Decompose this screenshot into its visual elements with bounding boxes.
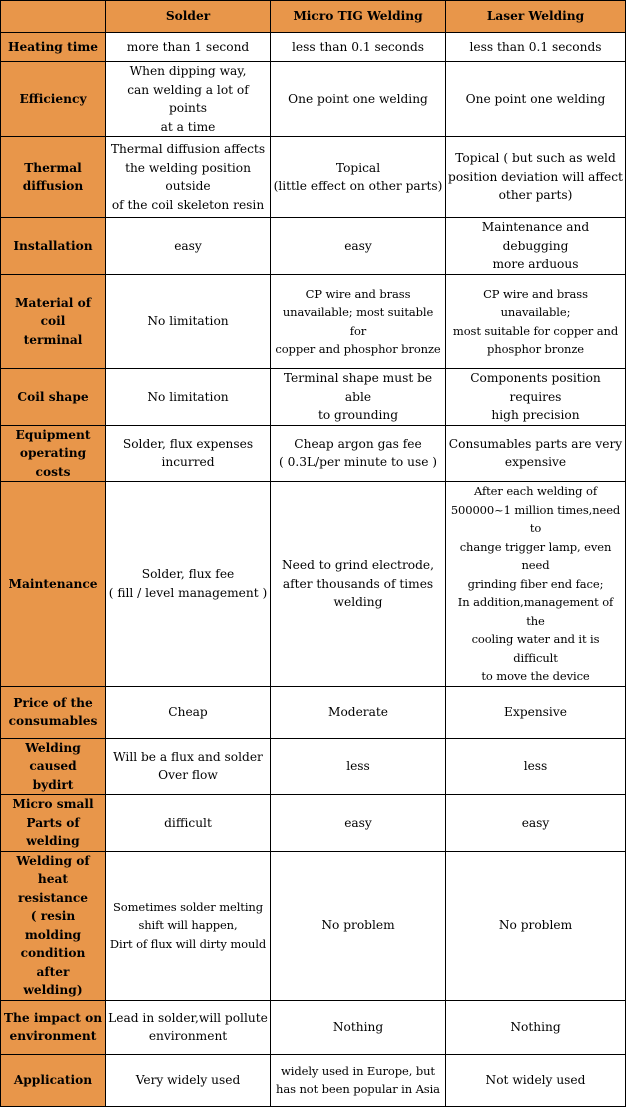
cell-laser: less [446,738,626,795]
cell-solder: Solder, flux fee ( fill / level management ) [106,482,271,687]
row-label: Welding of heat resistance ( resin molding condition after welding) [1,851,106,1000]
row-label: Efficiency [1,62,106,137]
cell-micro-tig: No problem [271,851,446,1000]
cell-micro-tig: Terminal shape must be able to grounding [271,369,446,426]
cell-micro-tig: CP wire and brass unavailable; most suitable for copper and phosphor bronze [271,275,446,369]
cell-solder: Cheap [106,686,271,738]
cell-laser: No problem [446,851,626,1000]
table-row [1,275,626,369]
table-row [1,482,626,687]
cell-micro-tig: One point one welding [271,62,446,137]
cell-laser: Consumables parts are very expensive [446,425,626,482]
cell-solder: easy [106,218,271,275]
table-row [1,62,626,137]
cell-laser: Not widely used [446,1054,626,1106]
cell-laser: After each welding of 500000~1 million times,need to change trigger lamp, even need grinding fiber end face; In addition,management of the cooling water and it is difficult to move the device [446,482,626,687]
cell-laser: CP wire and brass unavailable; most suitable for copper and phosphor bronze [446,275,626,369]
cell-solder: Will be a flux and solder Over flow [106,738,271,795]
cell-solder: Thermal diffusion affects the welding position outside of the coil skeleton resin [106,137,271,218]
cell-solder: No limitation [106,275,271,369]
table-row [1,218,626,275]
cell-micro-tig: easy [271,218,446,275]
cell-laser: Topical ( but such as weld position deviation will affect other parts) [446,137,626,218]
cell-micro-tig: less than 0.1 seconds [271,33,446,62]
table-row [1,795,626,852]
cell-solder: No limitation [106,369,271,426]
cell-micro-tig: Nothing [271,1000,446,1054]
cell-solder: When dipping way, can welding a lot of points at a time [106,62,271,137]
row-label: Micro small Parts of welding [1,795,106,852]
cell-micro-tig: easy [271,795,446,852]
cell-solder: Sometimes solder melting shift will happen, Dirt of flux will dirty mould [106,851,271,1000]
table-row [1,1000,626,1054]
corner-cell [1,1,106,33]
cell-solder: Lead in solder,will pollute environment [106,1000,271,1054]
table-row [1,738,626,795]
row-label: Price of the consumables [1,686,106,738]
row-label: Equipment operating costs [1,425,106,482]
cell-laser: less than 0.1 seconds [446,33,626,62]
cell-laser: Expensive [446,686,626,738]
cell-laser: One point one welding [446,62,626,137]
cell-micro-tig: Moderate [271,686,446,738]
cell-solder: Very widely used [106,1054,271,1106]
table-row [1,686,626,738]
cell-micro-tig: Topical (little effect on other parts) [271,137,446,218]
cell-laser: easy [446,795,626,852]
table-row [1,851,626,1000]
cell-micro-tig: less [271,738,446,795]
row-label: Coil shape [1,369,106,426]
table-row [1,33,626,62]
column-header-solder: Solder [106,1,271,33]
table-row [1,425,626,482]
row-label: Welding caused bydirt [1,738,106,795]
row-label: Material of coil terminal [1,275,106,369]
row-label: The impact on environment [1,1000,106,1054]
column-header-laser: Laser Welding [446,1,626,33]
table-row [1,137,626,218]
cell-laser: Maintenance and debugging more arduous [446,218,626,275]
cell-micro-tig: Cheap argon gas fee ( 0.3L/per minute to use ) [271,425,446,482]
cell-micro-tig: widely used in Europe, but has not been popular in Asia [271,1054,446,1106]
row-label: Application [1,1054,106,1106]
column-header-micro-tig: Micro TIG Welding [271,1,446,33]
cell-laser: Nothing [446,1000,626,1054]
row-label: Thermal diffusion [1,137,106,218]
table-row [1,1054,626,1106]
cell-micro-tig: Need to grind electrode, after thousands of times welding [271,482,446,687]
cell-solder: Solder, flux expenses incurred [106,425,271,482]
cell-laser: Components position requires high precision [446,369,626,426]
row-label: Maintenance [1,482,106,687]
cell-solder: more than 1 second [106,33,271,62]
table-row [1,369,626,426]
cell-solder: difficult [106,795,271,852]
row-label: Heating time [1,33,106,62]
header-row [1,1,626,33]
row-label: Installation [1,218,106,275]
